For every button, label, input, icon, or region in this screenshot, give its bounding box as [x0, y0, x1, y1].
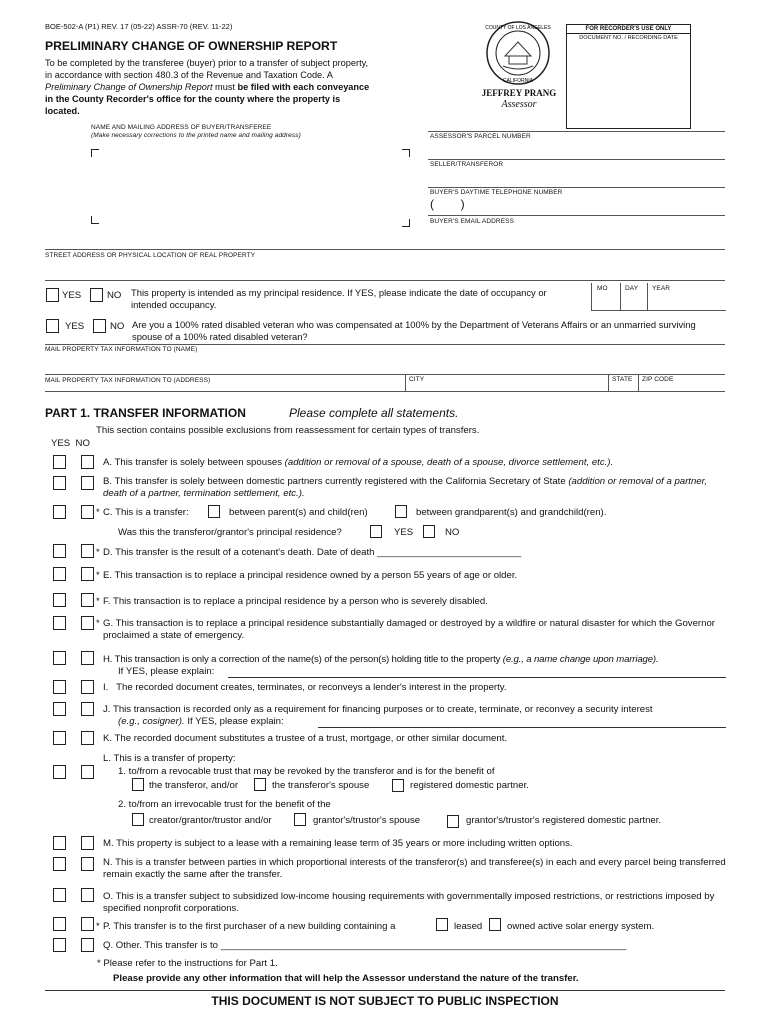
item-i: I. The recorded document creates, terminates, or reconveys a lender's interest in the property. [103, 682, 507, 693]
yes-no-header: YES NO [51, 438, 90, 449]
c-grandparent-checkbox[interactable] [395, 505, 407, 518]
l2-spouse-checkbox[interactable] [294, 813, 306, 826]
item-k-no-checkbox[interactable] [81, 731, 94, 745]
rule [45, 344, 725, 345]
svg-text:COUNTY OF LOS ANGELES: COUNTY OF LOS ANGELES [485, 25, 551, 31]
item-k-yes-checkbox[interactable] [53, 731, 66, 745]
item-m: M. This property is subject to a lease with a remaining lease term of 35 years or more including written options. [103, 838, 573, 849]
item-f-star: * [96, 596, 100, 607]
l2-opt3-label: grantor's/trustor's registered domestic partner. [466, 815, 662, 826]
item-g-no-checkbox[interactable] [81, 616, 94, 630]
item-e-yes-checkbox[interactable] [53, 567, 66, 581]
seller-label: SELLER/TRANSFEROR [430, 161, 504, 168]
item-h: H. This transaction is only a correction of the name(s) of the person(s) holding title to the property (e.g., a name change upon marriage). [103, 654, 659, 665]
c-opt1-label: between parent(s) and child(ren) [229, 507, 368, 518]
phone-line[interactable] [428, 187, 725, 188]
address-corner-br [402, 219, 410, 227]
item-q-yes-checkbox[interactable] [53, 938, 66, 952]
part1-intro: This section contains possible exclusions from reassessment for certain types of transfers. [96, 425, 480, 436]
item-o: O. This is a transfer subject to subsidized low-income housing requirements with governmentally imposed restrictions, or restrictions imposed by specified nonprofit corporations. [103, 891, 715, 914]
l2-partner-checkbox[interactable] [447, 815, 459, 828]
item-l1: 1. to/from a revocable trust that may be revoked by the transferor and is for the benefit of [118, 766, 495, 777]
item-c: C. This is a transfer: [103, 507, 189, 518]
state-label: STATE [612, 376, 633, 383]
recorder-box-title: FOR RECORDER'S USE ONLY [567, 25, 690, 34]
p-leased-checkbox[interactable] [436, 918, 448, 931]
city-label: CITY [409, 376, 425, 383]
mail-name-label: MAIL PROPERTY TAX INFORMATION TO (NAME) [45, 346, 198, 353]
phone-label: BUYER'S DAYTIME TELEPHONE NUMBER [430, 189, 563, 196]
item-o-yes-checkbox[interactable] [53, 888, 66, 902]
form-id: BOE-502-A (P1) REV. 17 (05-22) ASSR-70 (REV. 11-22) [45, 22, 233, 31]
c-parent-child-checkbox[interactable] [208, 505, 220, 518]
phone-parens[interactable]: ( ) [430, 197, 465, 211]
l1-opt2-label: the transferor's spouse [272, 780, 370, 791]
intro-text: To be completed by the transferee (buyer) prior to a transfer of subject property, in accordance with section 480.3 of the Revenue and Taxation Code. A Preliminary Change of Ownership Report must be filed with each conveyance in the County Recorder's office for the county where the property is located. [45, 58, 370, 116]
p-opt1-label: leased [454, 921, 483, 932]
street-label: STREET ADDRESS OR PHYSICAL LOCATION OF REAL PROPERTY [45, 252, 256, 259]
item-j-yes-checkbox[interactable] [53, 702, 66, 716]
item-f-no-checkbox[interactable] [81, 593, 94, 607]
form-title: PRELIMINARY CHANGE OF OWNERSHIP REPORT [45, 39, 338, 53]
rule [45, 391, 725, 392]
buyer-name-label: NAME AND MAILING ADDRESS OF BUYER/TRANSFEREE [91, 124, 272, 131]
j-explain-line[interactable] [318, 727, 726, 728]
item-q: Q. Other. This transfer is to ____________________________________________________________________________ [103, 940, 627, 951]
rule [45, 990, 725, 991]
zip-label: ZIP CODE [642, 376, 674, 383]
item-l-yes-checkbox[interactable] [53, 765, 66, 779]
principal-yes-label: YES [62, 290, 82, 301]
veteran-question: Are you a 100% rated disabled veteran who was compensated at 100% by the Department of Veterans Affairs or an unmarried surviving spouse of a 100% rated disabled veteran? [132, 319, 696, 342]
closing-instruction: Please provide any other information that will help the Assessor understand the nature of the transfer. [113, 973, 579, 984]
l1-partner-checkbox[interactable] [392, 779, 404, 792]
p-owned-checkbox[interactable] [489, 918, 501, 931]
l1-transferor-checkbox[interactable] [132, 778, 144, 791]
item-j: J. This transaction is recorded only as a requirement for financing purposes or to create, terminate, or reconvey a security interest [103, 704, 653, 715]
assessor-title: Assessor [501, 99, 537, 110]
item-p-no-checkbox[interactable] [81, 917, 94, 931]
veteran-yes-checkbox[interactable] [46, 319, 59, 333]
item-g-star: * [96, 618, 100, 629]
item-l-no-checkbox[interactable] [81, 765, 94, 779]
item-c-no-checkbox[interactable] [81, 505, 94, 519]
c-yes-label: YES [394, 527, 414, 538]
part1-title: PART 1. TRANSFER INFORMATION [45, 406, 246, 420]
occupancy-date-box[interactable] [591, 283, 726, 311]
j-explain: (e.g., cosigner). If YES, please explain: [118, 716, 284, 727]
item-b-yes-checkbox[interactable] [53, 476, 66, 490]
item-b-no-checkbox[interactable] [81, 476, 94, 490]
item-c-star: * [96, 507, 100, 518]
item-l: L. This is a transfer of property: [103, 753, 236, 764]
mail-address-label: MAIL PROPERTY TAX INFORMATION TO (ADDRESS) [45, 377, 211, 384]
item-p: P. This transfer is to the first purchaser of a new building containing a [103, 921, 396, 932]
parcel-line[interactable] [428, 131, 725, 132]
email-label: BUYER'S EMAIL ADDRESS [430, 218, 515, 225]
item-i-no-checkbox[interactable] [81, 680, 94, 694]
item-d-yes-checkbox[interactable] [53, 544, 66, 558]
item-d-no-checkbox[interactable] [81, 544, 94, 558]
item-k: K. The recorded document substitutes a trustee of a trust, mortgage, or other similar document. [103, 733, 508, 744]
item-d-star: * [96, 547, 100, 558]
county-seal-logo [485, 20, 551, 86]
p-opt2-label: owned active solar energy system. [507, 921, 655, 932]
footnote: * Please refer to the instructions for Part 1. [97, 958, 278, 969]
item-a-no-checkbox[interactable] [81, 455, 94, 469]
recorder-box-sub: DOCUMENT NO. / RECORDING DATE [579, 35, 678, 41]
veteran-no-checkbox[interactable] [93, 319, 106, 333]
h-explain-line[interactable] [228, 677, 726, 678]
item-g: G. This transaction is to replace a principal residence substantially damaged or destroyed by a wildfire or natural disaster for which the Governor proclaimed a state of emergency. [103, 618, 715, 641]
part1-subtitle: Please complete all statements. [289, 406, 459, 420]
item-n-yes-checkbox[interactable] [53, 857, 66, 871]
item-e-no-checkbox[interactable] [81, 567, 94, 581]
item-p-star: * [96, 921, 100, 932]
address-corner-tl [91, 149, 99, 157]
l2-opt2-label: grantor's/trustor's spouse [313, 815, 421, 826]
day-label: DAY [625, 285, 639, 292]
c-yes-checkbox[interactable] [370, 525, 382, 538]
item-i-yes-checkbox[interactable] [53, 680, 66, 694]
item-e-star: * [96, 570, 100, 581]
l1-opt1-label: the transferor, and/or [149, 780, 239, 791]
address-corner-tr [402, 149, 410, 157]
l1-spouse-checkbox[interactable] [254, 778, 266, 791]
item-h-yes-checkbox[interactable] [53, 651, 66, 665]
item-g-yes-checkbox[interactable] [53, 616, 66, 630]
mo-label: MO [597, 285, 608, 292]
h-explain: If YES, please explain: [118, 666, 215, 677]
c-opt2-label: between grandparent(s) and grandchild(ren). [416, 507, 607, 518]
buyer-name-note: (Make necessary corrections to the printed name and mailing address) [91, 132, 301, 139]
principal-no-label: NO [107, 290, 122, 301]
street-line[interactable] [45, 249, 725, 250]
year-label: YEAR [652, 285, 671, 292]
c-no-label: NO [445, 527, 460, 538]
footer-notice: THIS DOCUMENT IS NOT SUBJECT TO PUBLIC INSPECTION [211, 994, 559, 1008]
item-p-yes-checkbox[interactable] [53, 917, 66, 931]
c-no-checkbox[interactable] [423, 525, 435, 538]
assessor-name: JEFFREY PRANG [481, 88, 557, 98]
item-f-yes-checkbox[interactable] [53, 593, 66, 607]
principal-question: This property is intended as my principal residence. If YES, please indicate the date of occupancy or intended occupancy. [131, 287, 547, 310]
item-f: F. This transaction is to replace a principal residence by a person who is severely disabled. [103, 596, 488, 607]
veteran-no-label: NO [110, 321, 125, 332]
item-e: E. This transaction is to replace a principal residence owned by a person 55 years of age or older. [103, 570, 518, 581]
item-q-no-checkbox[interactable] [81, 938, 94, 952]
svg-text:CALIFORNIA: CALIFORNIA [502, 78, 534, 84]
c-question: Was this the transferor/grantor's principal residence? [118, 527, 342, 538]
item-d: D. This transfer is the result of a cotenant's death. Date of death ___________________________ [103, 547, 522, 558]
item-j-no-checkbox[interactable] [81, 702, 94, 716]
item-a: A. This transfer is solely between spouses (addition or removal of a spouse, death of a spouse, divorce settlement, etc.). [103, 457, 614, 468]
principal-no-checkbox[interactable] [90, 288, 103, 302]
item-b: B. This transfer is solely between domestic partners currently registered with the California Secretary of State (addition or removal of a partner, death of a partner, termination settlement, etc.). [103, 476, 707, 499]
item-h-no-checkbox[interactable] [81, 651, 94, 665]
parcel-label: ASSESSOR'S PARCEL NUMBER [430, 133, 531, 140]
item-m-no-checkbox[interactable] [81, 836, 94, 850]
item-c-yes-checkbox[interactable] [53, 505, 66, 519]
veteran-yes-label: YES [65, 321, 85, 332]
principal-yes-checkbox[interactable] [46, 288, 59, 302]
item-m-yes-checkbox[interactable] [53, 836, 66, 850]
item-o-no-checkbox[interactable] [81, 888, 94, 902]
l2-opt1-label: creator/grantor/trustor and/or [149, 815, 272, 826]
item-a-yes-checkbox[interactable] [53, 455, 66, 469]
item-n: N. This is a transfer between parties in which proportional interests of the transferor(s) and transferee(s) in each and every parcel being transferred remain exactly the same after the transfer. [103, 857, 726, 880]
item-n-no-checkbox[interactable] [81, 857, 94, 871]
item-l2: 2. to/from an irrevocable trust for the benefit of the [118, 799, 331, 810]
recorder-use-box [566, 24, 691, 129]
mail-address-line[interactable] [45, 374, 725, 375]
l2-creator-checkbox[interactable] [132, 813, 144, 826]
l1-opt3-label: registered domestic partner. [410, 780, 529, 791]
rule [45, 280, 725, 281]
seller-line[interactable] [428, 159, 725, 160]
email-line[interactable] [428, 215, 725, 216]
address-corner-bl [91, 216, 99, 224]
